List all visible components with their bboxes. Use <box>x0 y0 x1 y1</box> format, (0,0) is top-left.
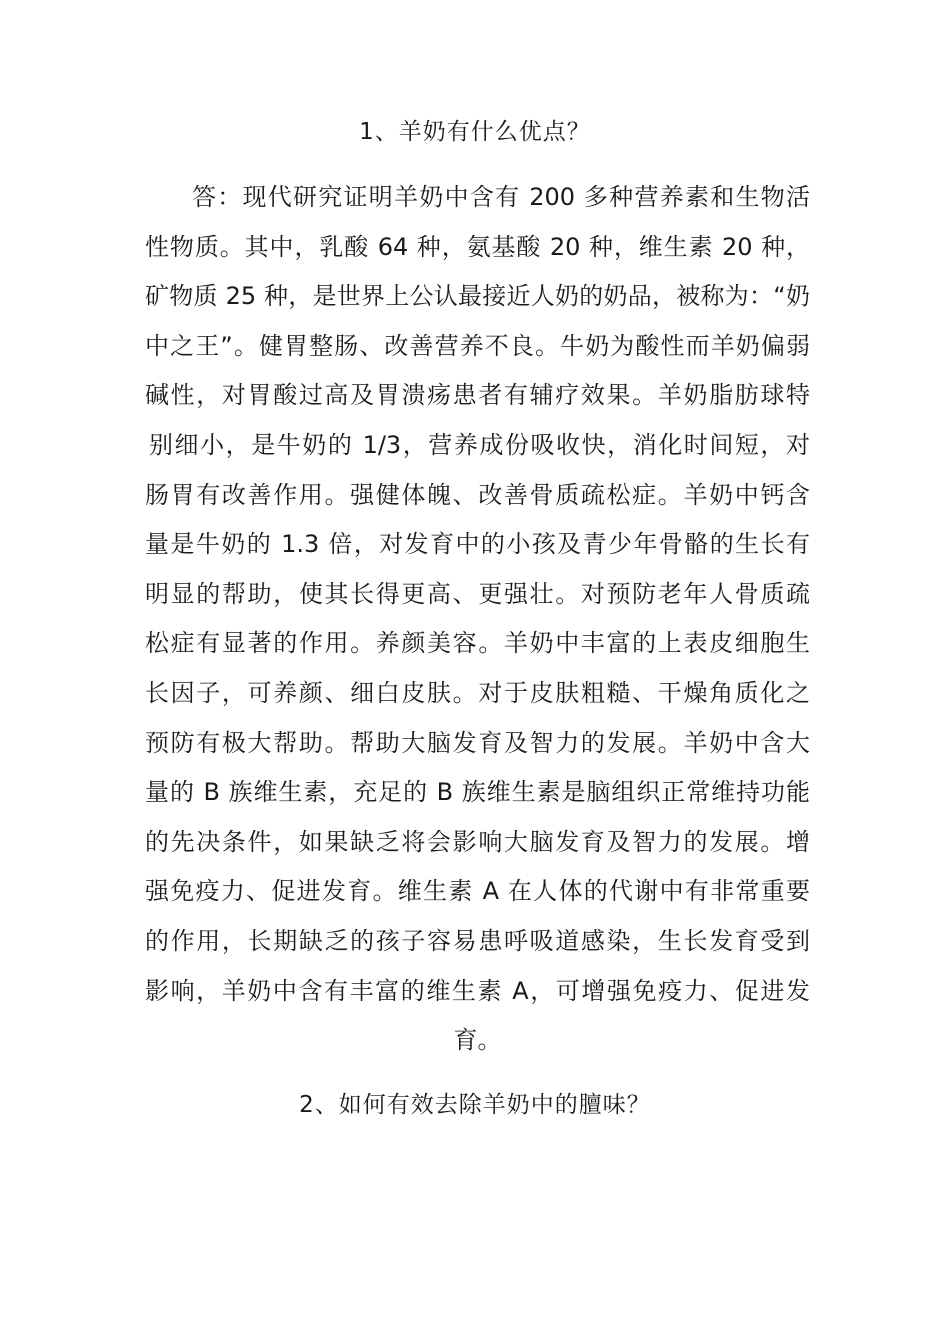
answer-line: 强免疫力、促进发育。维生素 A 在人体的代谢中有非常重要 <box>145 877 810 906</box>
answer-line: 长因子，可养颜、细白皮肤。对于皮肤粗糙、干燥角质化之 <box>145 678 810 707</box>
answer-line: 松症有显著的作用。养颜美容。羊奶中丰富的上表皮细胞生 <box>145 629 810 658</box>
answer-line: 肠胃有改善作用。强健体魄、改善骨质疏松症。羊奶中钙含 <box>145 480 810 509</box>
answer-line: 的作用，长期缺乏的孩子容易患呼吸道感染，生长发育受到 <box>145 926 810 955</box>
answer-line: 矿物质 25 种，是世界上公认最接近人奶的奶品，被称为：“奶 <box>145 282 810 311</box>
question-2-heading: 2、如何有效去除羊奶中的膻味？ <box>299 1092 651 1118</box>
answer-line: 的先决条件，如果缺乏将会影响大脑发育及智力的发展。增 <box>145 827 810 856</box>
answer-paragraph <box>145 173 810 1066</box>
answer-line: 量的 B 族维生素，充足的 B 族维生素是脑组织正常维持功能 <box>145 778 810 807</box>
answer-line: 预防有极大帮助。帮助大脑发育及智力的发展。羊奶中含大 <box>145 728 810 757</box>
answer-line: 中之王”。健胃整肠、改善营养不良。牛奶为酸性而羊奶偏弱 <box>145 331 810 360</box>
answer-line: 明显的帮助，使其长得更高、更强壮。对预防老年人骨质疏 <box>145 579 810 608</box>
answer-line: 量是牛奶的 1.3 倍，对发育中的小孩及青少年骨骼的生长有 <box>145 530 810 559</box>
answer-line: 碱性，对胃酸过高及胃溃疡患者有辅疗效果。羊奶脂肪球特 <box>145 381 810 410</box>
answer-line: 影响，羊奶中含有丰富的维生素 A，可增强免疫力、促进发 <box>145 976 810 1005</box>
answer-line: 育。 <box>453 1026 502 1055</box>
question-1-heading: 1、羊奶有什么优点？ <box>359 119 591 145</box>
answer-line: 别细小，是牛奶的 1/3，营养成份吸收快，消化时间短，对 <box>149 430 810 459</box>
answer-line: 性物质。其中，乳酸 64 种，氨基酸 20 种，维生素 20 种， <box>145 232 810 261</box>
answer-line: 答：现代研究证明羊奶中含有 200 多种营养素和生物活 <box>192 183 810 211</box>
